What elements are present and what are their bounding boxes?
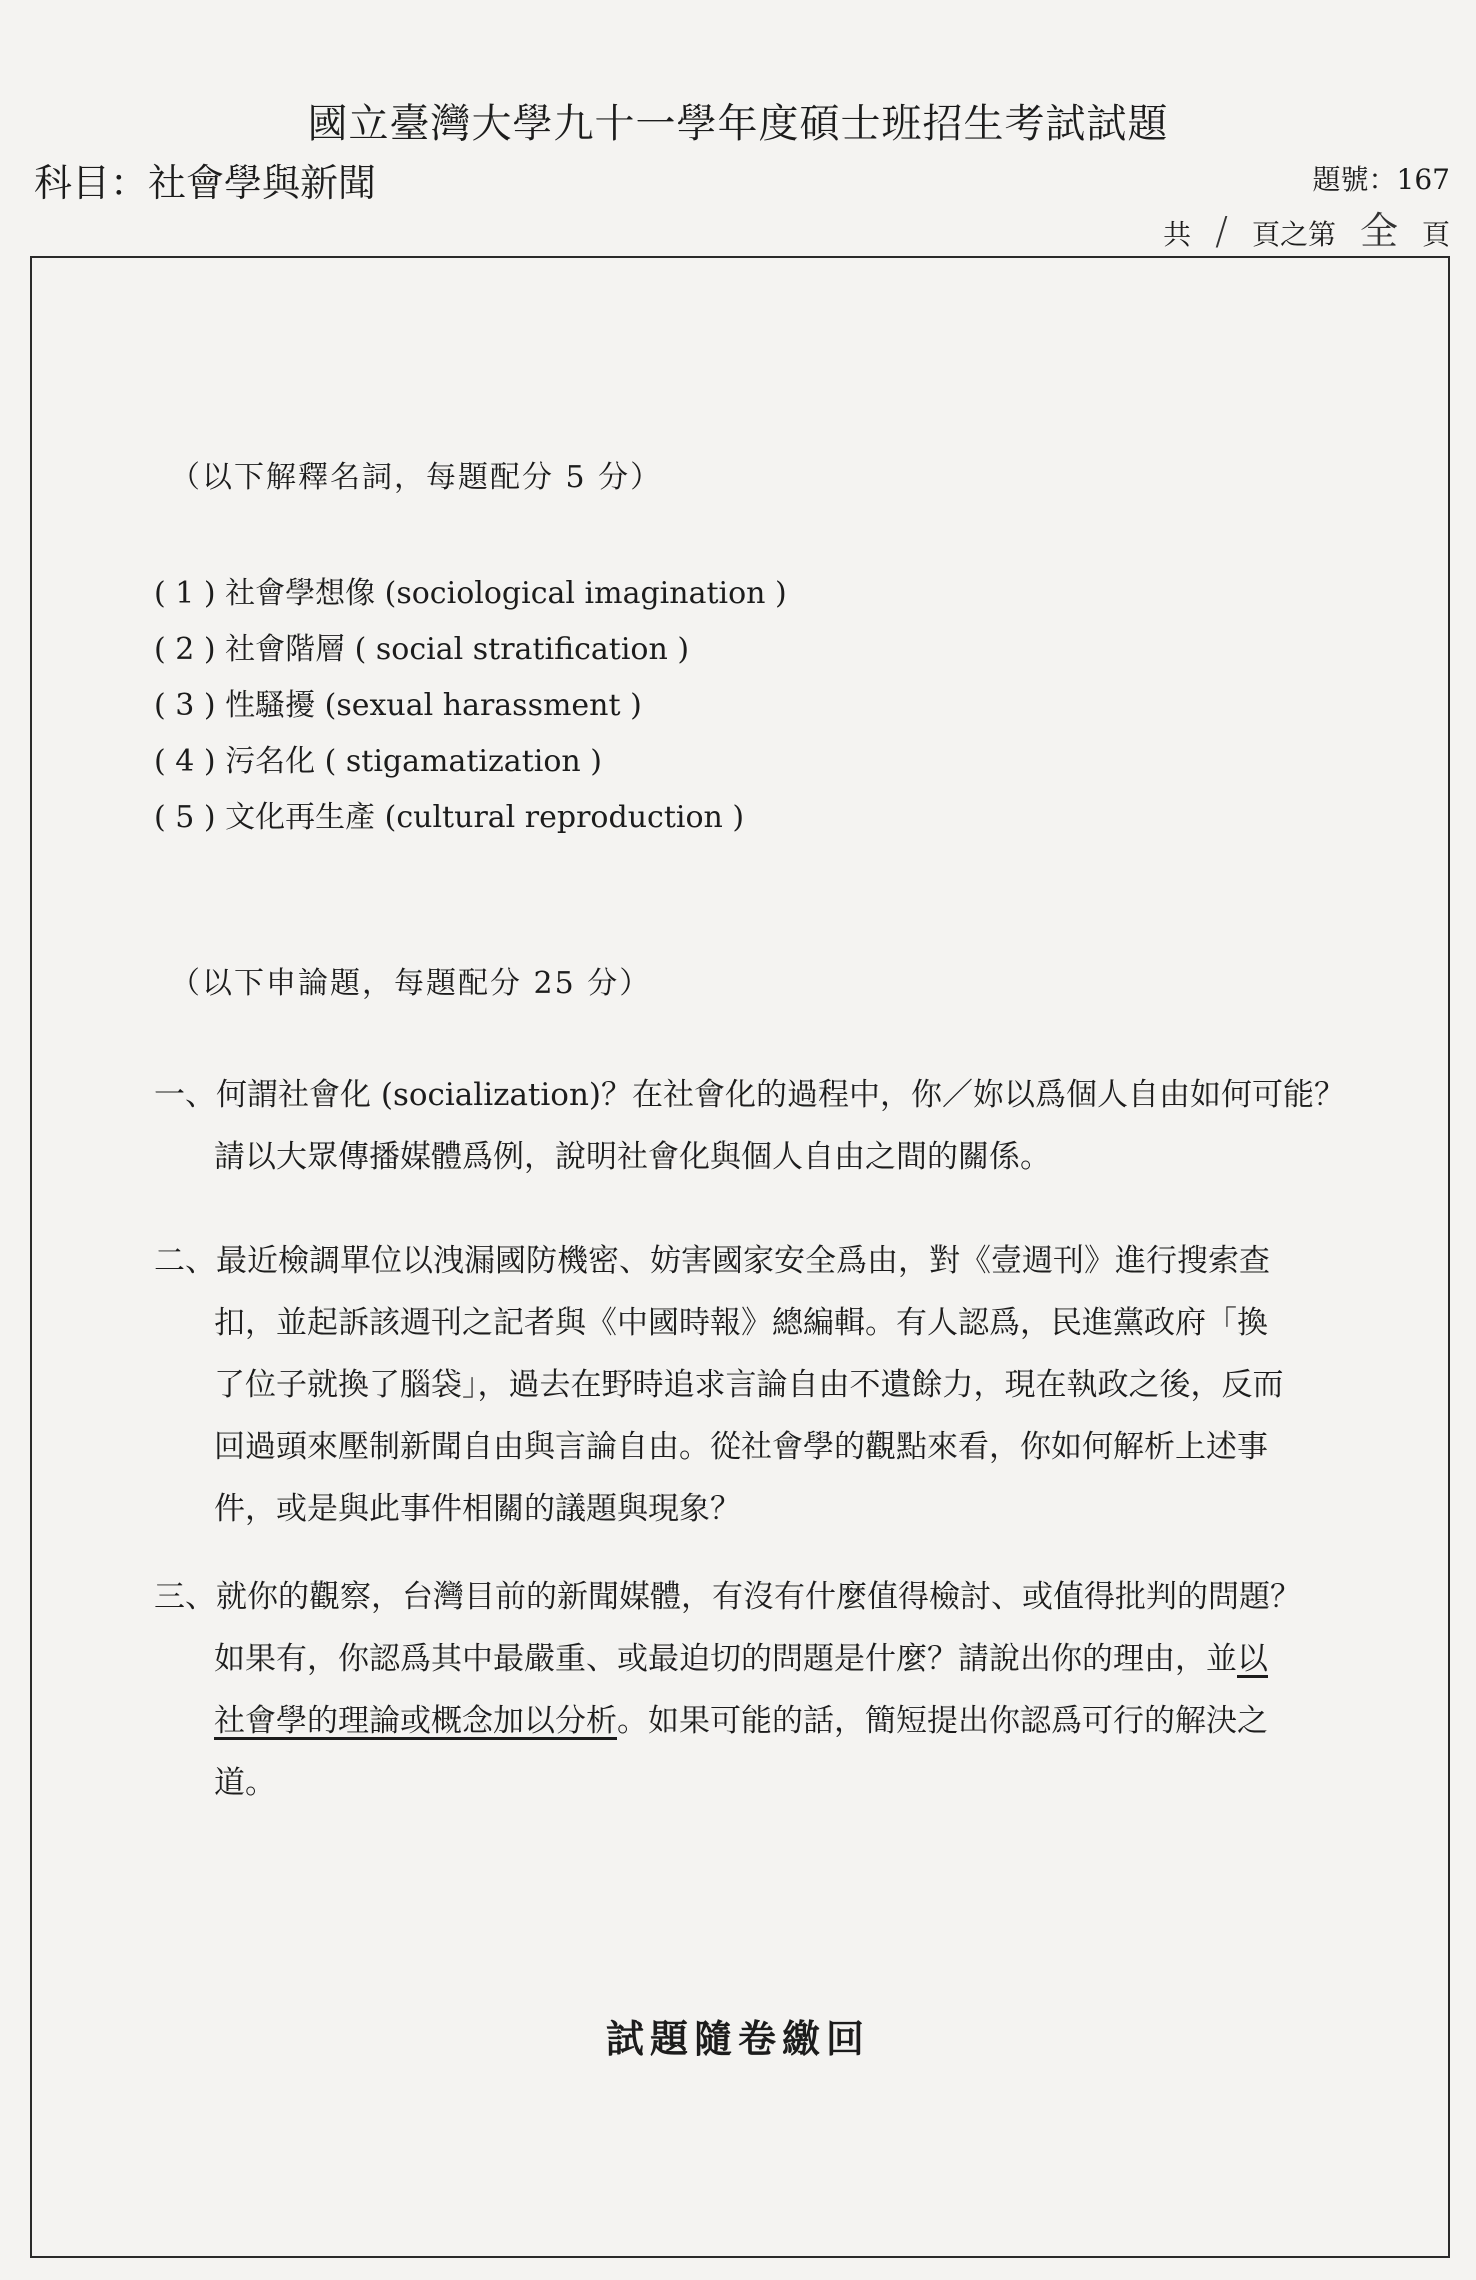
term-item: ( 3 ) 性騷擾 (sexual harassment ) [154,688,642,723]
underlined-text: 社會學的理論或概念加以分析 [214,1703,617,1739]
page-count-suffix: 頁 [1421,218,1450,251]
question-text: 如果有，你認爲其中最嚴重、或最迫切的問題是什麼？請說出你的理由，並 [214,1641,1237,1677]
page-count-middle: 頁之第 [1251,218,1336,251]
question-line: 一、何謂社會化 (socialization)？在社會化的過程中，你／妳以爲個人自由如何可能？ [154,1077,1346,1113]
question-line: 扣，並起訴該週刊之記者與《中國時報》總編輯。有人認爲，民進黨政府「換 [214,1305,1268,1341]
subject-label: 科目：社會學與新聞 [34,161,377,205]
page-count [1163,200,1450,255]
return-notice: 試題隨卷繳回 [605,2016,870,2061]
question-number: 題號：167 [1312,163,1450,196]
part1-heading: （以下解釋名詞，每題配分 5 分） [170,460,663,495]
question-line [154,1690,1334,1752]
page-count-total: / [1215,209,1228,253]
question-line: 二、最近檢調單位以洩漏國防機密、妨害國家安全爲由，對《壹週刊》進行搜索查 [154,1243,1270,1279]
term-item: ( 2 ) 社會階層 ( social stratification ) [154,632,690,667]
question-line: 了位子就換了腦袋」，過去在野時追求言論自由不遺餘力，現在執政之後，反而 [214,1367,1284,1403]
underlined-text: 以 [1237,1641,1268,1677]
term-item: ( 4 ) 污名化 ( stigamatization ) [154,744,602,779]
essay-question-1 [154,1064,1346,1188]
essay-question-3 [154,1566,1334,1814]
page-count-prefix: 共 [1163,218,1192,251]
page-count-current: 全 [1359,209,1398,253]
part2-heading: （以下申論題，每題配分 25 分） [170,966,652,1001]
question-text: 。如果可能的話，簡短提出你認爲可行的解決之 [617,1703,1268,1739]
term-list [154,566,787,846]
question-line: 請以大眾傳播媒體爲例，說明社會化與個人自由之間的關係。 [214,1139,1051,1175]
question-line: 件，或是與此事件相關的議題與現象？ [214,1491,741,1527]
exam-title: 國立臺灣大學九十一學年度碩士班招生考試試題 [307,101,1169,147]
term-item: ( 1 ) 社會學想像 (sociological imagination ) [154,576,787,611]
question-line: 回過頭來壓制新聞自由與言論自由。從社會學的觀點來看，你如何解析上述事 [214,1429,1268,1465]
question-line [154,1628,1334,1690]
question-line: 三、就你的觀察，台灣目前的新聞媒體，有沒有什麼值得檢討、或值得批判的問題？ [154,1579,1301,1615]
essay-question-2 [154,1230,1334,1540]
term-item: ( 5 ) 文化再生產 (cultural reproduction ) [154,800,745,835]
question-line: 道。 [214,1765,276,1801]
